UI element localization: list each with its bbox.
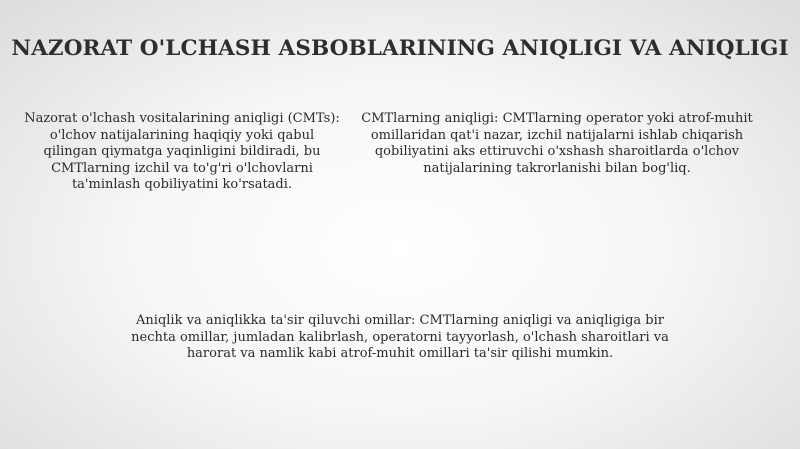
precision-paragraph: CMTlarning aniqligi: CMTlarning operator yoki atrof-muhit omillaridan qat'i nazar, izchil natijalarni ishlab chiqarish qobiliyatini aks ettiruvchi o'xshash sharoitlarda o'lchov natijalarining takrorlanishi bilan bog'liq.: [361, 111, 753, 176]
slide-title: NAZORAT O'LCHASH ASBOBLARINING ANIQLIGI VA ANIQLIGI: [11, 36, 789, 61]
factors-paragraph: Aniqlik va aniqlikka ta'sir qiluvchi omillar: CMTlarning aniqligi va aniqligiga bir nechta omillar, jumladan kalibrlash, operatorni tayyorlash, o'lchash sharoitlari va harorat va namlik kabi atrof-muhit omillari ta'sir qilishi mumkin.: [131, 313, 669, 361]
accuracy-paragraph: Nazorat o'lchash vositalarining aniqligi (CMTs): o'lchov natijalarining haqiqiy yoki qabul qilingan qiymatga yaqinligini bildiradi, bu CMTlarning izchil va to'g'ri o'lchovlarni ta'minlash qobiliyatini ko'rsatadi.: [24, 111, 340, 192]
